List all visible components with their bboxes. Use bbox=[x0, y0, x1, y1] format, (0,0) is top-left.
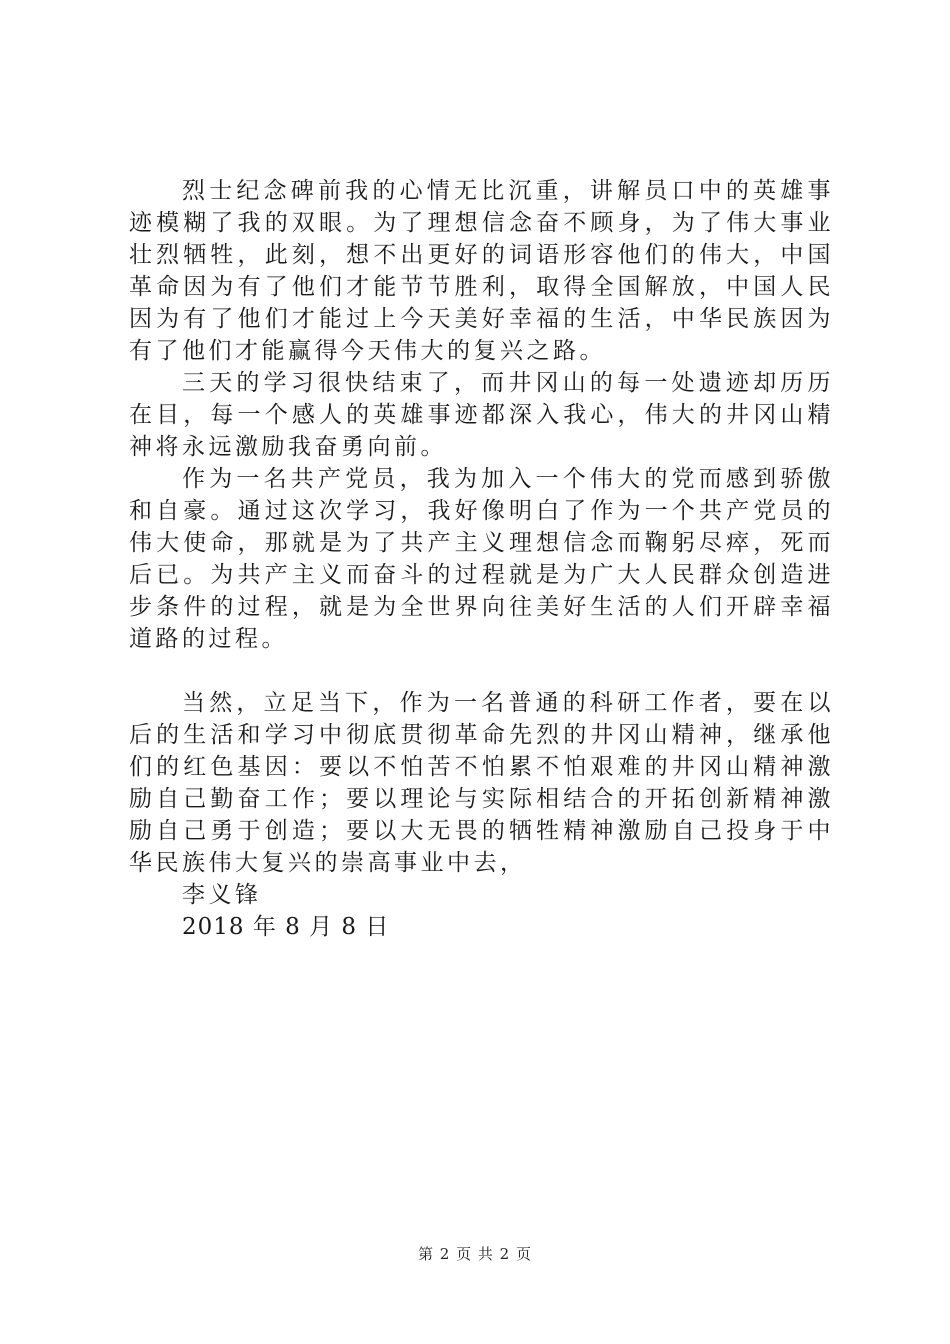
paragraph-researcher: 当然，立足当下，作为一名普通的科研工作者，要在以后的生活和学习中彻底贯彻革命先烈的井冈山精神，继承他们的红色基因：要以不怕苦不怕累不怕艰难的井冈山精神激励自己勤奋工作；要以理论与实际相结合的开拓创新精神激励自己勇于创造；要以大无畏的牺牲精神激励自己投身于中华民族伟大复兴的崇高事业中去， bbox=[129, 690, 834, 876]
paragraph-memorial: 烈士纪念碑前我的心情无比沉重，讲解员口中的英雄事迹模糊了我的双眼。为了理想信念奋不顾身，为了伟大事业壮烈牺牲，此刻，想不出更好的词语形容他们的伟大，中国革命因为有了他们才能节节胜利，取得全国解放，中国人民因为有了他们才能过上今天美好幸福的生活，中华民族因为有了他们才能赢得今天伟大的复兴之路。 bbox=[129, 178, 834, 364]
paragraph-study-ended: 三天的学习很快结束了，而井冈山的每一处遗迹却历历在目，每一个感人的英雄事迹都深入我心，伟大的井冈山精神将永远激励我奋勇向前。 bbox=[129, 370, 834, 460]
signature-date: 2018 年 8 月 8 日 bbox=[182, 914, 390, 940]
paragraph-party-member: 作为一名共产党员，我为加入一个伟大的党而感到骄傲和自豪。通过这次学习，我好像明白了作为一个共产党员的伟大使命，那就是为了共产主义理想信念而鞠躬尽瘁，死而后已。为共产主义而奋斗的过程就是为广大人民群众创造进步条件的过程，就是为全世界向往美好生活的人们开辟幸福道路的过程。 bbox=[129, 466, 834, 652]
document-body bbox=[129, 175, 834, 943]
page-number-footer: 第 2 页 共 2 页 bbox=[418, 1245, 532, 1263]
signature: 李义锋 bbox=[182, 882, 262, 908]
